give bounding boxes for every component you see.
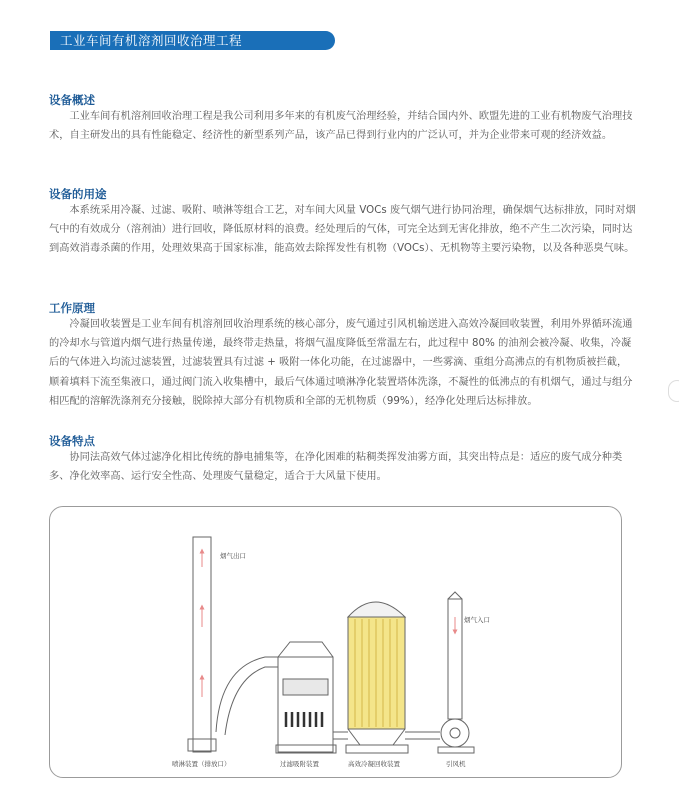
section-text-features: 协同法高效气体过滤净化相比传统的静电捕集等，在净化困难的粘稠类挥发油雾方面，其突出特点是：适应的废气成分种类多、净化效率高、运行安全性高、处理废气量稳定，适合于大风量下使用。 (49, 452, 623, 483)
section-heading-features: 设备特点 (49, 434, 95, 448)
label-spray-device: 喷淋装置（排放口） (172, 760, 231, 768)
label-smoke-outlet: 烟气出口 (220, 552, 246, 560)
label-filter-device: 过滤吸附装置 (280, 760, 319, 768)
section-text-principle: 冷凝回收装置是工业车间有机溶剂回收治理系统的核心部分，废气通过引风机输送进入高效冷凝回收装置，利用外界循环流通的冷却水与管道内烟气进行热量传递，最终带走热量，将烟气温度降低至常温左右，此过程中 80% 的油剂会被冷凝、收集，冷凝后的气体进入均流过滤装置，过滤装置具有过滤 + 吸附一体化功能，在过滤器中，一些雾滴、重组分高沸点的有机物质被拦截，顺着填料下流至集液口，通过阀门流入收集槽中，最后气体通过喷淋净化装置塔体洗涤，不凝性的低沸点的有机烟气，通过与组分相匹配的溶解洗涤剂充分接触，脱除掉大部分有机物质和全部的无机物质（99%），经净化处理后达标排放。 (49, 319, 633, 407)
section-text-usage: 本系统采用冷凝、过滤、吸附、喷淋等组合工艺，对车间大风量 VOCs 废气烟气进行协同治理，确保烟气达标排放，同时对烟气中的有效成分（溶剂油）进行回收，降低原材料的浪费。经处理后的气体，可完全达到无害化排放，绝不产生二次污染，同时达到高效消毒杀菌的作用，处理效果高于国家标准，能高效去除挥发性有机物（VOCs）、无机物等主要污染物，以及各种恶臭气味。 (49, 205, 636, 255)
scroll-edge-handle[interactable] (668, 380, 679, 402)
section-heading-usage: 设备的用途 (49, 187, 107, 201)
label-condense-device: 高效冷凝回收装置 (348, 760, 400, 768)
section-text-overview: 工业车间有机溶剂回收治理工程是我公司利用多年来的有机废气治理经验，并结合国内外、欧盟先进的工业有机物废气治理技术，自主研发出的具有性能稳定、经济性的新型系列产品，该产品已得到行业内的广泛认可，并为企业带来可观的经济效益。 (49, 111, 633, 142)
process-diagram (49, 506, 622, 778)
spray-stack (188, 537, 216, 752)
section-heading-principle: 工作原理 (49, 301, 95, 315)
label-fan: 引风机 (446, 760, 466, 768)
process-diagram-drawing (50, 507, 623, 779)
section-heading-overview: 设备概述 (49, 93, 95, 107)
condenser-device (346, 602, 408, 753)
page-title-bar (50, 31, 335, 50)
filter-device (276, 642, 336, 753)
label-smoke-inlet: 烟气入口 (464, 616, 490, 624)
page-title: 工业车间有机溶剂回收治理工程 (60, 33, 243, 48)
